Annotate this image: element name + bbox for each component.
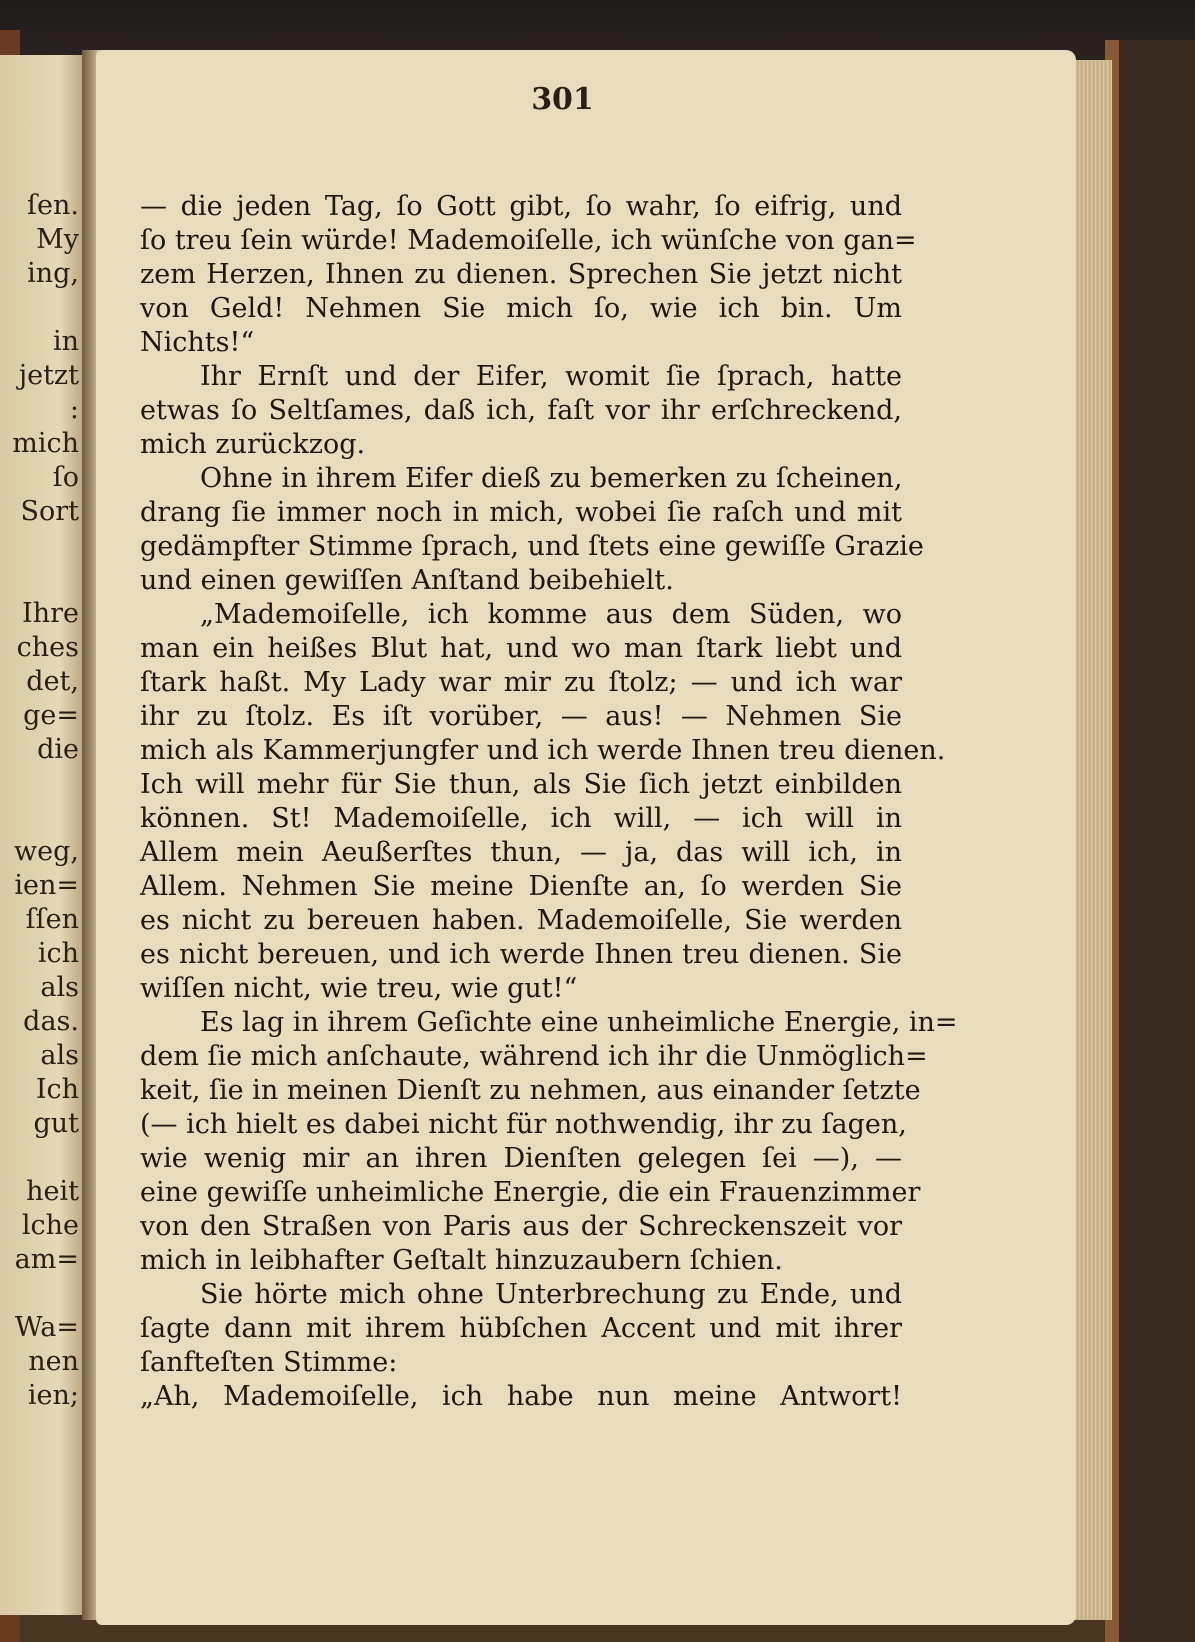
- text-line: ihr zu ſtolz. Es iſt vorüber, — aus! — Nehmen Sie: [140, 701, 902, 732]
- text-line: drang ſie immer noch in mich, wobei ſie raſch und mit: [140, 497, 902, 528]
- text-line: eine gewiſſe unheimliche Energie, die ein Frauenzimmer: [140, 1177, 921, 1208]
- left-page-fragment: :: [69, 394, 79, 425]
- left-page-fragment: ien=: [14, 870, 79, 901]
- text-line: es nicht bereuen, und ich werde Ihnen treu dienen. Sie: [140, 939, 902, 970]
- left-page-fragment: das.: [23, 1006, 79, 1037]
- left-page-fragment: ien;: [27, 1380, 79, 1411]
- text-line: von den Straßen von Paris aus der Schreckenszeit vor: [140, 1211, 902, 1242]
- text-line: gedämpfter Stimme ſprach, und ſtets eine gewiſſe Grazie: [140, 531, 924, 562]
- text-line: ſo treu ſein würde! Mademoiſelle, ich wünſche von gan=: [140, 225, 917, 256]
- left-page-fragment: weg,: [14, 836, 79, 867]
- left-page-fragment: als: [40, 1040, 79, 1071]
- left-page-fragment: ches: [16, 632, 79, 663]
- left-page-fragment: als: [40, 972, 79, 1003]
- left-page-fragment: det,: [26, 666, 79, 697]
- text-line: wie wenig mir an ihren Dienſten gelegen ſei —), —: [140, 1143, 902, 1174]
- left-page-fragment: Sort: [20, 496, 79, 527]
- text-line: ſtark haßt. My Lady war mir zu ſtolz; — und ich war: [140, 667, 902, 698]
- left-page-fragment: mich: [12, 428, 79, 459]
- text-line: Es lag in ihrem Geſichte eine unheimliche Energie, in=: [200, 1007, 958, 1038]
- text-line: und einen gewiſſen Anſtand beibehielt.: [140, 565, 674, 596]
- left-page-fragment: heit: [26, 1176, 79, 1207]
- text-line: Ohne in ihrem Eifer dieß zu bemerken zu ſcheinen,: [200, 463, 903, 494]
- text-line: Allem. Nehmen Sie meine Dienſte an, ſo werden Sie: [140, 871, 902, 902]
- left-page-fragment: jetzt: [18, 360, 79, 391]
- text-line: es nicht zu bereuen haben. Mademoiſelle, Sie werden: [140, 905, 902, 936]
- text-line: dem ſie mich anſchaute, während ich ihr die Unmöglich=: [140, 1041, 928, 1072]
- left-page-fragment: ſo: [52, 462, 79, 493]
- text-line: — die jeden Tag, ſo Gott gibt, ſo wahr, ſo eifrig, und: [140, 191, 902, 222]
- text-line: mich als Kammerjungfer und ich werde Ihnen treu dienen.: [140, 735, 946, 766]
- left-page-fragment: Ihre: [22, 598, 79, 629]
- text-line: „Ah, Mademoiſelle, ich habe nun meine Antwort!: [140, 1381, 902, 1412]
- text-line: (— ich hielt es dabei nicht für nothwendig, ihr zu ſagen,: [140, 1109, 907, 1140]
- left-page-fragment: nen: [28, 1346, 79, 1377]
- text-line: keit, ſie in meinen Dienſt zu nehmen, aus einander ſetzte: [140, 1075, 921, 1106]
- left-page-fragment: in: [52, 326, 79, 357]
- text-line: Ich will mehr für Sie thun, als Sie ſich jetzt einbilden: [140, 769, 902, 800]
- left-page-fragment: gut: [33, 1108, 79, 1139]
- text-line: mich in leibhafter Geſtalt hinzuzaubern ſchien.: [140, 1245, 783, 1276]
- text-line: mich zurückzog.: [140, 429, 366, 460]
- text-line: können. St! Mademoiſelle, ich will, — ich will in: [140, 803, 902, 834]
- text-line: man ein heißes Blut hat, und wo man ſtark liebt und: [140, 633, 902, 664]
- text-line: von Geld! Nehmen Sie mich ſo, wie ich bin. Um: [140, 293, 902, 324]
- text-line: zem Herzen, Ihnen zu dienen. Sprechen Sie jetzt nicht: [140, 259, 902, 290]
- text-line: etwas ſo Seltſames, daß ich, faſt vor ihr erſchreckend,: [140, 395, 902, 426]
- text-line: wiſſen nicht, wie treu, wie gut!“: [140, 973, 578, 1004]
- left-page-fragment: lche: [21, 1210, 79, 1241]
- text-line: ſanfteſten Stimme:: [140, 1347, 398, 1378]
- text-line: „Mademoiſelle, ich komme aus dem Süden, wo: [200, 599, 902, 630]
- left-page-fragment: die: [37, 734, 79, 765]
- left-page-fragment: Ich: [35, 1074, 79, 1105]
- text-line: Ihr Ernſt und der Eifer, womit ſie ſprach, hatte: [200, 361, 902, 392]
- right-book-cover: [1110, 40, 1195, 1642]
- text-line: ſagte dann mit ihrem hübſchen Accent und mit ihrer: [140, 1313, 902, 1344]
- left-page-fragment: ge=: [23, 700, 79, 731]
- left-page-fragment: Wa=: [14, 1312, 79, 1343]
- text-line: Sie hörte mich ohne Unterbrechung zu Ende, und: [200, 1279, 902, 1310]
- left-page-fragment: ſen.: [27, 190, 79, 221]
- text-line: Nichts!“: [140, 327, 255, 358]
- left-page-fragment: ing,: [27, 258, 79, 289]
- left-page-fragment: ich: [37, 938, 79, 969]
- left-page: [0, 55, 85, 1615]
- left-page-fragment: My: [36, 224, 79, 255]
- text-line: Allem mein Aeußerſtes thun, — ja, das will ich, in: [140, 837, 902, 868]
- page-number: 301: [531, 82, 594, 117]
- left-page-fragment: ſſen: [25, 904, 79, 935]
- left-page-fragment: am=: [14, 1244, 79, 1275]
